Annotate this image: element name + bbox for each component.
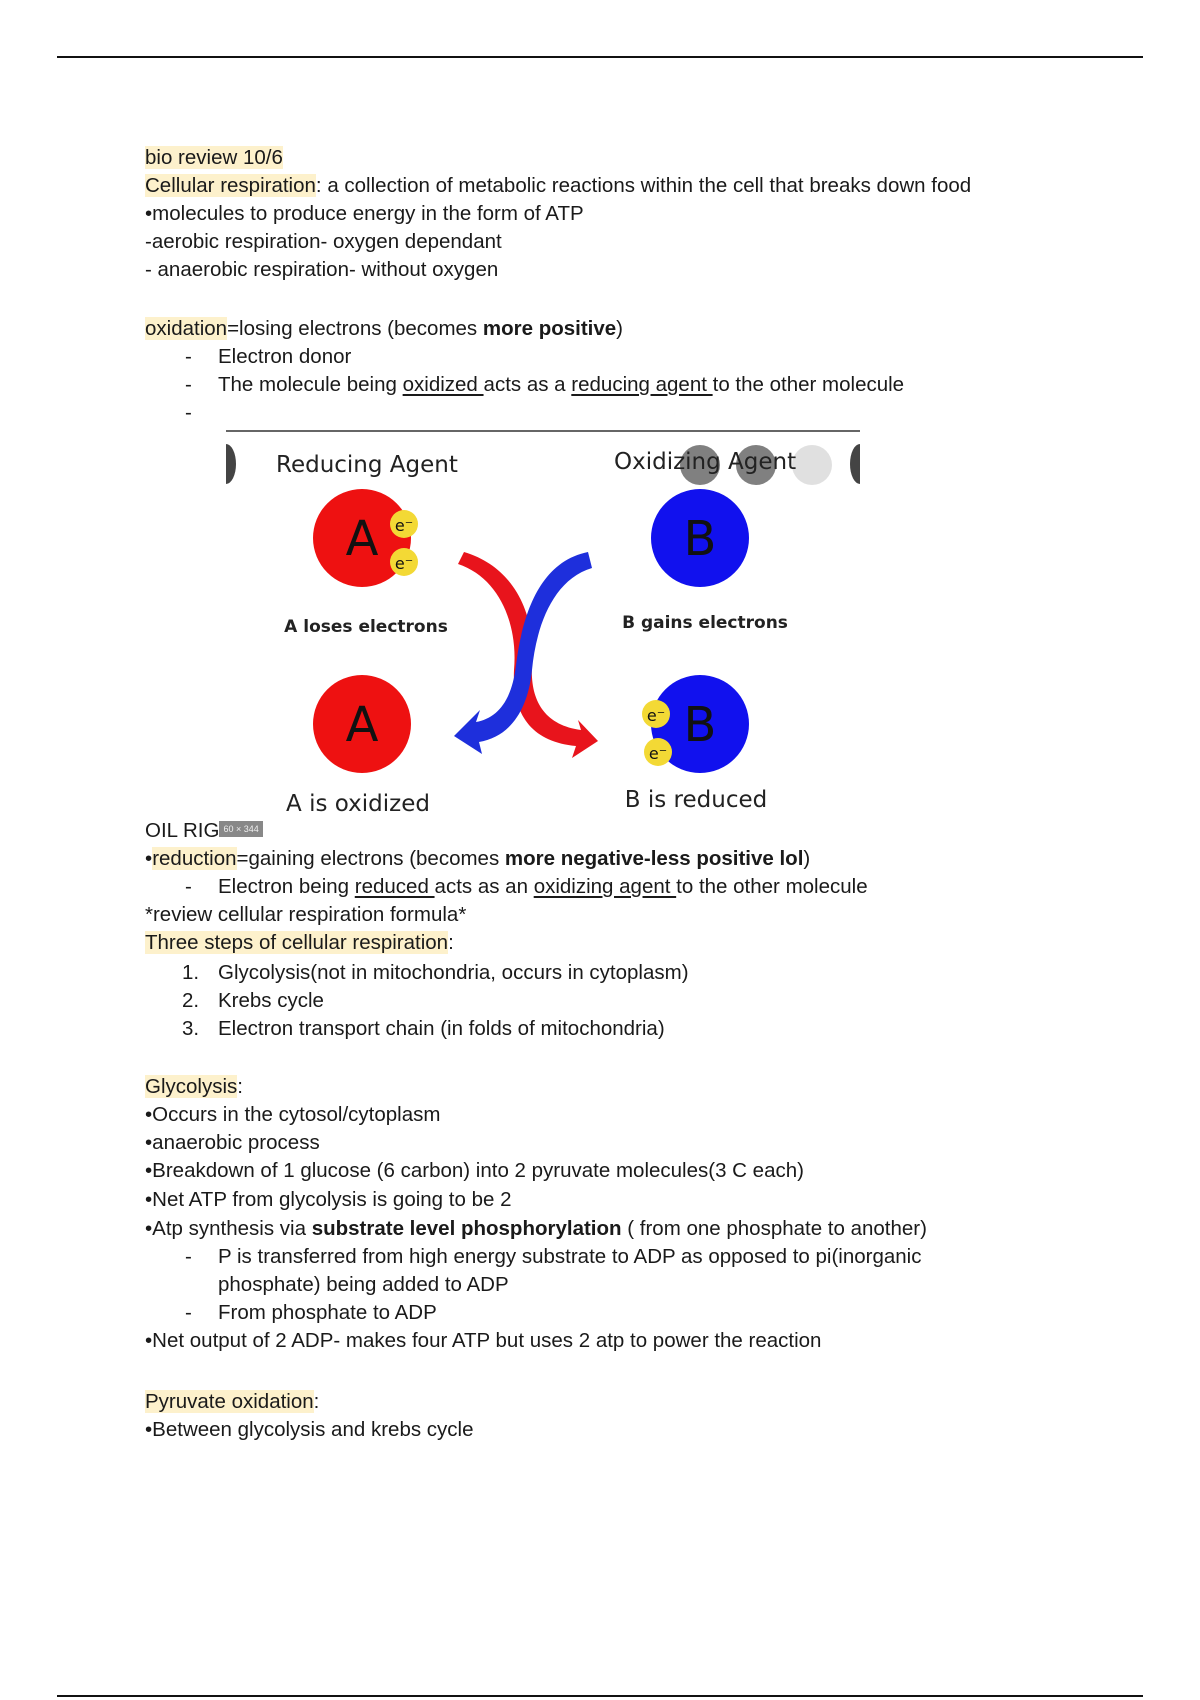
glycolysis-line: •Atp synthesis via substrate level phosphorylation ( from one phosphate to another) bbox=[145, 1217, 927, 1240]
anaerobic-line: - anaerobic respiration- without oxygen bbox=[145, 258, 499, 281]
pyruvate-line: •Between glycolysis and krebs cycle bbox=[145, 1418, 474, 1441]
list-item: 3. Electron transport chain (in folds of mitochondria) bbox=[182, 1017, 665, 1040]
aerobic-line: -aerobic respiration- oxygen dependant bbox=[145, 230, 502, 253]
reduction-bullet-1: - Electron being reduced acts as an oxidizing agent to the other molecule bbox=[185, 875, 868, 898]
right-title: Oxidizing Agent bbox=[614, 449, 797, 475]
oxidation-bullet-1: - Electron donor bbox=[185, 345, 352, 368]
b-reduced-label: B is reduced bbox=[624, 787, 768, 813]
blue-arrow-icon bbox=[454, 552, 592, 754]
image-size-badge: 60 × 344 bbox=[219, 821, 262, 837]
glycolysis-line: •Breakdown of 1 glucose (6 carbon) into 2 pyruvate molecules(3 C each) bbox=[145, 1159, 804, 1182]
oxidation-definition: oxidation=losing electrons (becomes more positive) bbox=[145, 317, 623, 340]
left-title: Reducing Agent bbox=[276, 452, 458, 478]
electron-label: e⁻ bbox=[648, 744, 668, 763]
figure-left-edge bbox=[226, 444, 236, 484]
steps-heading: Three steps of cellular respiration: bbox=[145, 931, 454, 954]
cr-term: Cellular respiration bbox=[145, 174, 316, 197]
atom-a-top-label: A bbox=[345, 511, 379, 567]
redox-diagram bbox=[226, 430, 860, 828]
a-oxidized-label: A is oxidized bbox=[286, 791, 430, 817]
glycolysis-line: •anaerobic process bbox=[145, 1131, 320, 1154]
list-item: 2. Krebs cycle bbox=[182, 989, 324, 1012]
glycolysis-line: •Occurs in the cytosol/cytoplasm bbox=[145, 1103, 441, 1126]
pyruvate-heading: Pyruvate oxidation: bbox=[145, 1390, 320, 1413]
glycolysis-sub-bullet-cont: phosphate) being added to ADP bbox=[218, 1273, 509, 1296]
electron-label: e⁻ bbox=[394, 516, 414, 535]
glycolysis-heading: Glycolysis: bbox=[145, 1075, 243, 1098]
glycolysis-line: •Net output of 2 ADP- makes four ATP but uses 2 atp to power the reaction bbox=[145, 1329, 822, 1352]
top-rule bbox=[57, 56, 1143, 58]
oxidation-bullet-3: - bbox=[185, 401, 192, 424]
figure-right-edge bbox=[850, 444, 860, 484]
list-item: 1. Glycolysis(not in mitochondria, occurs in cytoplasm) bbox=[182, 961, 689, 984]
atom-b-top-label: B bbox=[683, 511, 717, 567]
a-loses-label: A loses electrons bbox=[284, 617, 448, 637]
electron-label: e⁻ bbox=[646, 706, 666, 725]
atom-a-bottom-label: A bbox=[345, 697, 379, 753]
oil-rig-line: OIL RIG 60 × 344 bbox=[145, 818, 263, 844]
overlay-button-icon bbox=[792, 445, 832, 485]
doc-title: bio review 10/6 bbox=[145, 146, 283, 169]
cr-definition: Cellular respiration: a collection of metabolic reactions within the cell that breaks down food bbox=[145, 174, 972, 197]
cr-line2: •molecules to produce energy in the form of ATP bbox=[145, 202, 584, 225]
glycolysis-sub-bullet: - P is transferred from high energy substrate to ADP as opposed to pi(inorganic bbox=[185, 1245, 922, 1268]
oxidation-bullet-2: - The molecule being oxidized acts as a reducing agent to the other molecule bbox=[185, 373, 905, 396]
glycolysis-sub-bullet: - From phosphate to ADP bbox=[185, 1301, 437, 1324]
review-note: *review cellular respiration formula* bbox=[145, 903, 467, 926]
reduction-definition: •reduction=gaining electrons (becomes more negative-less positive lol) bbox=[145, 847, 811, 870]
electron-label: e⁻ bbox=[394, 554, 414, 573]
atom-b-bottom-label: B bbox=[683, 697, 717, 753]
b-gains-label: B gains electrons bbox=[622, 613, 788, 633]
glycolysis-line: •Net ATP from glycolysis is going to be 2 bbox=[145, 1188, 512, 1211]
bottom-rule bbox=[57, 1695, 1143, 1697]
